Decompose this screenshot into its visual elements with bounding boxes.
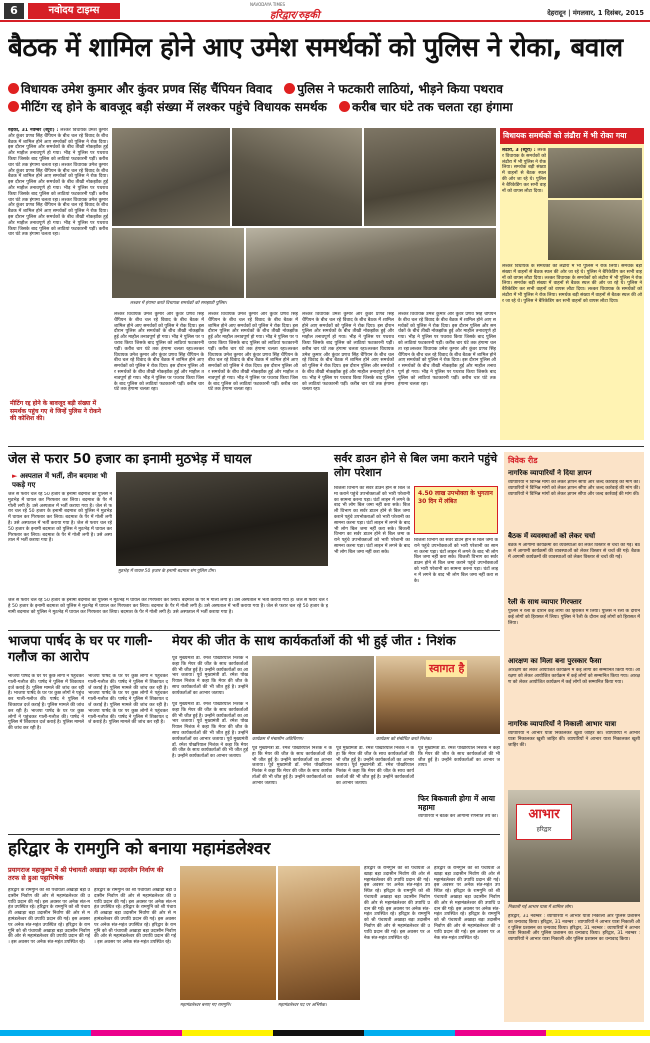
lead-photo-4	[112, 228, 244, 298]
lead-pullquote: मीटिंग रद्द होने के बावजूद बड़ी संख्या में समर्थक पहुंच गए थे जिन्हें पुलिस ने रोकने की कोशिश की।	[10, 400, 101, 422]
story5-headline: मेयर की जीत के साथ कार्यकर्ताओं की भी हुई जीत : निशंक	[172, 634, 456, 649]
lead-bullet-2: पुलिस ने फटकारी लाठियां, भीड़ने किया पथराव	[297, 82, 503, 96]
arrow-icon: ►	[12, 472, 18, 480]
story2-body-col1: जेल से फरार चल रहे 50 हजार के इनामी बदमाश को पुलिस ने मुठभेड़ में घायल कर गिरफ्तार कर लिया। बदमाश के पैर में गोली लगी है। उसे अस्पताल में भर्ती कराया गया है। जेल से फरार चल रहे 50 हजार के इनामी बदमाश को पुलिस ने मुठभेड़ में घायल कर गिरफ्तार कर लिया। बदमाश के पैर में गोली लगी है। उसे अस्पताल में भर्ती कराया गया है। जेल से फरार चल रहे 50 हजार के इनामी बदमाश को पुलिस ने मुठभेड़ में घायल कर गिरफ्तार कर लिया। बदमाश के पैर में गोली लगी है। उसे अस्पताल में भर्ती कराया गया है।	[8, 492, 112, 544]
sidebar-photo-2	[548, 200, 642, 260]
story6-photo-2	[278, 866, 360, 1000]
brief-title-5: नागरिक व्यापारियों ने निकाली आभार यात्रा	[508, 720, 617, 728]
briefs-photo	[508, 790, 640, 902]
story5-body-col3: पूर्व मुख्यमंत्री डॉ. रमेश पोखरियाल निशंक ने कहा कि मेयर की जीत के साथ कार्यकर्ताओं की भी जीत हुई है। उन्होंने कार्यकर्ताओं का आभार जताया। पूर्व मुख्यमंत्री डॉ. रमेश पोखरियाल निशंक ने कहा कि मेयर की जीत के साथ कार्यकर्ताओं की भी जीत हुई है। उन्होंने कार्यकर्ताओं का आभार जताया।	[252, 746, 332, 786]
lead-body: लश्कर विधायक उमेश कुमार और कुंवर प्रणव सिंह चैंपियन के बीच चल रहे विवाद के बीच बैठक में शामिल होने आए समर्थकों को पुलिस ने रोक दिया। इस दौरान पुलिस और समर्थकों के बीच तीखी नोकझोंक हुई और माहौल तनावपूर्ण हो गया। भीड़ ने पुलिस पर पथराव किया जिसके बाद पुलिस को लाठियां फटकारनी पड़ीं। करीब चार घंटे तक हंगामा चलता रहा।	[8, 128, 108, 168]
lead-body-col1: रुड़की, 31 नवम्बर (ब्यूरो) : लश्कर विधायक उमेश कुमार और कुंवर प्रणव सिंह चैंपियन के बीच चल रहे विवाद के बीच बैठक में शामिल होने आए समर्थकों को पुलिस ने रोक दिया। इस दौरान पुलिस और समर्थकों के बीच तीखी नोकझोंक हुई और माहौल तनावपूर्ण हो गया। भीड़ ने पुलिस पर पथराव किया जिसके बाद पुलिस को लाठियां फटकारनी पड़ीं। करीब चार घंटे तक हंगामा चलता रहा। लश्कर विधायक उमेश कुमार और कुंवर प्रणव सिंह चैंपियन के बीच चल रहे विवाद के बीच बैठक में शामिल होने आए समर्थकों को पुलिस ने रोक दिया। इस दौरान पुलिस और समर्थकों के बीच तीखी नोकझोंक हुई और माहौल तनावपूर्ण हो गया। भीड़ ने पुलिस पर पथराव किया जिसके बाद पुलिस को लाठियां फटकारनी पड़ीं। करीब चार घंटे तक हंगामा चलता रहा। लश्कर विधायक उमेश कुमार और कुंवर प्रणव सिंह चैंपियन के बीच चल रहे विवाद के बीच बैठक में शामिल होने आए समर्थकों को पुलिस ने रोक दिया। इस दौरान पुलिस और समर्थकों के बीच तीखी नोकझोंक हुई और माहौल तनावपूर्ण हो गया। भीड़ ने पुलिस पर पथराव किया जिसके बाद पुलिस को लाठियां फटकारनी पड़ीं। करीब चार घंटे तक हंगामा चलता रहा।	[8, 128, 108, 238]
sidebar-story-text-a: लंढौरा, 3 (ब्यूरो) : लश्कर विधायक के समर्थकों को लंढौरा में भी पुलिस ने रोक लिया। समर्थक बड़ी संख्या में वाहनों से बैठक स्थल की ओर जा रहे थे। पुलिस ने बैरिकेडिंग कर सभी वाहनों को वापस लौटा दिया।	[502, 148, 546, 194]
briefs-body2: हरिद्वार, 31 नवम्बर : व्यापारियों ने आभार यात्रा निकाली और पुलिस प्रशासन का धन्यवाद किया। हरिद्वार, 31 नवम्बर : व्यापारियों ने आभार यात्रा निकाली और पुलिस प्रशासन का धन्यवाद किया। हरिद्वार, 31 नवम्बर : व्यापारियों ने आभार यात्रा निकाली और पुलिस प्रशासन का धन्यवाद किया। हरिद्वार, 31 नवम्बर : व्यापारियों ने आभार यात्रा निकाली और पुलिस प्रशासन का धन्यवाद किया।	[508, 914, 640, 943]
lead-byline: रुड़की, 31 नवम्बर (ब्यूरो) :	[8, 128, 59, 133]
lead-photo-5	[246, 228, 496, 298]
bullet-dot-icon	[8, 83, 19, 94]
story5-body-col2: पूर्व मुख्यमंत्री डॉ. रमेश पोखरियाल निशंक ने कहा कि मेयर की जीत के साथ कार्यकर्ताओं की भी जीत हुई है। उन्होंने कार्यकर्ताओं का आभार जताया। पूर्व मुख्यमंत्री डॉ. रमेश पोखरियाल निशंक ने कहा कि मेयर की जीत के साथ कार्यकर्ताओं की भी जीत हुई है। उन्होंने कार्यकर्ताओं का आभार जताया। पूर्व मुख्यमंत्री डॉ. रमेश पोखरियाल निशंक ने कहा कि मेयर की जीत के साथ कार्यकर्ताओं की भी जीत हुई है। उन्होंने कार्यकर्ताओं का आभार जताया।	[172, 702, 248, 760]
story2-body-col2: जेल से फरार चल रहे 50 हजार के इनामी बदमाश को पुलिस ने मुठभेड़ में घायल कर गिरफ्तार कर लिया। बदमाश के पैर में गोली लगी है। उसे अस्पताल में भर्ती कराया गया है। जेल से फरार चल रहे 50 हजार के इनामी बदमाश को पुलिस ने मुठभेड़ में घायल कर गिरफ्तार कर लिया। बदमाश के पैर में गोली लगी है। उसे अस्पताल में भर्ती कराया गया है। जेल से फरार चल रहे 50 हजार के इनामी बदमाश को पुलिस ने मुठभेड़ में घायल कर गिरफ्तार कर लिया। बदमाश के पैर में गोली लगी है। उसे अस्पताल में भर्ती कराया गया है।	[8, 598, 328, 615]
divider	[8, 630, 500, 631]
lead-bullet-1: विधायक उमेश कुमार और कुंवर प्रणव सिंह चैंपियन विवाद	[21, 82, 273, 96]
story5-photo-2-caption: कार्यक्रम को संबोधित करते निशंक।	[376, 737, 432, 742]
briefs-photo-caption: निकाली गई आभार यात्रा में शामिल लोग।	[508, 905, 573, 910]
lead-photo-caption: लश्कर में हंगामा करते विधायक समर्थकों को समझाती पुलिस।	[130, 301, 227, 306]
story5-body-col5: पूर्व मुख्यमंत्री डॉ. रमेश पोखरियाल निशंक ने कहा कि मेयर की जीत के साथ कार्यकर्ताओं की भी जीत हुई है। उन्होंने कार्यकर्ताओं का आभार जताया।	[418, 746, 500, 769]
story5-photo-1-caption: कार्यक्रम में मंचासीन अतिथिगण।	[252, 737, 304, 742]
brief-body-1: व्यापारियों ने विभिन्न मांगों को लेकर ज्ञापन सौंपा और जल्द कार्रवाई की मांग की। व्यापारियों ने विभिन्न मांगों को लेकर ज्ञापन सौंपा और जल्द कार्रवाई की मांग की। व्यापारियों ने विभिन्न मांगों को लेकर ज्ञापन सौंपा और जल्द कार्रवाई की मांग की।	[508, 480, 640, 497]
story4-body-col1: भाजपा पार्षद के घर पर कुछ लोगों ने पहुंचकर गाली-गलौज की। पार्षद ने पुलिस में शिकायत दर्ज कराई है। पुलिस मामले की जांच कर रही है। भाजपा पार्षद के घर पर कुछ लोगों ने पहुंचकर गाली-गलौज की। पार्षद ने पुलिस में शिकायत दर्ज कराई है। पुलिस मामले की जांच कर रही है। भाजपा पार्षद के घर पर कुछ लोगों ने पहुंचकर गाली-गलौज की। पार्षद ने पुलिस में शिकायत दर्ज कराई है। पुलिस मामले की जांच कर रही है।	[8, 674, 84, 732]
issue-date: देहरादून | मंगलवार, 1 दिसंबर, 2015	[547, 9, 644, 17]
story2-photo-caption: मुठभेड़ में घायल 50 हजार के इनामी बदमाश संग पुलिस टीम।	[118, 569, 216, 574]
story6-body-col2: हरिद्वार के रामगुनि को श्री पंचायती अखाड़ा बड़ा उदासीन निर्वाण की ओर से महामंडलेश्वर की उपाधि प्रदान की गई। इस अवसर पर अनेक संत-महंत उपस्थित रहे। हरिद्वार के रामगुनि को श्री पंचायती अखाड़ा बड़ा उदासीन निर्वाण की ओर से महामंडलेश्वर की उपाधि प्रदान की गई। इस अवसर पर अनेक संत-महंत उपस्थित रहे। हरिद्वार के रामगुनि को श्री पंचायती अखाड़ा बड़ा उदासीन निर्वाण की ओर से महामंडलेश्वर की उपाधि प्रदान की गई। इस अवसर पर अनेक संत-महंत उपस्थित रहे।	[94, 888, 176, 946]
brief-title-1: नागरिक व्यापारियों ने दिया ज्ञापन	[508, 469, 592, 477]
lead-photo-3	[364, 128, 496, 226]
story5-sub-headline: फिर बिकवाली होगा में आया महामा	[418, 794, 495, 812]
brief-body-3: पुलिस ने रैली के दौरान कई लोगों को हिरासत में लिया। पुलिस ने रैली के दौरान कई लोगों को हिरासत में लिया। पुलिस ने रैली के दौरान कई लोगों को हिरासत में लिया।	[508, 609, 640, 626]
brief-body-4: आरक्षण को लेकर आयोजित कार्यक्रम में कई लोगों को सम्मानित किया गया। आरक्षण को लेकर आयोजित कार्यक्रम में कई लोगों को सम्मानित किया गया। आरक्षण को लेकर आयोजित कार्यक्रम में कई लोगों को सम्मानित किया गया।	[508, 668, 640, 685]
abhar-banner: आभार हरिद्वार	[516, 804, 572, 840]
story6-body-col1: हरिद्वार के रामगुनि को श्री पंचायती अखाड़ा बड़ा उदासीन निर्वाण की ओर से महामंडलेश्वर की उपाधि प्रदान की गई। इस अवसर पर अनेक संत-महंत उपस्थित रहे। हरिद्वार के रामगुनि को श्री पंचायती अखाड़ा बड़ा उदासीन निर्वाण की ओर से महामंडलेश्वर की उपाधि प्रदान की गई। इस अवसर पर अनेक संत-महंत उपस्थित रहे। हरिद्वार के रामगुनि को श्री पंचायती अखाड़ा बड़ा उदासीन निर्वाण की ओर से महामंडलेश्वर की उपाधि प्रदान की गई। इस अवसर पर अनेक संत-महंत उपस्थित रहे।	[8, 888, 90, 946]
story2-kicker: ► अस्पताल में भर्ती, तीन बदमाश भी पकड़े गए	[12, 472, 108, 489]
divider	[8, 446, 644, 447]
lead-body-col5: लश्कर विधायक उमेश कुमार और कुंवर प्रणव सिंह चैंपियन के बीच चल रहे विवाद के बीच बैठक में शामिल होने आए समर्थकों को पुलिस ने रोक दिया। इस दौरान पुलिस और समर्थकों के बीच तीखी नोकझोंक हुई और माहौल तनावपूर्ण हो गया। भीड़ ने पुलिस पर पथराव किया जिसके बाद पुलिस को लाठियां फटकारनी पड़ीं। करीब चार घंटे तक हंगामा चलता रहा।लश्कर विधायक उमेश कुमार और कुंवर प्रणव सिंह चैंपियन के बीच चल रहे विवाद के बीच बैठक में शामिल होने आए समर्थकों को पुलिस ने रोक दिया। इस दौरान पुलिस और समर्थकों के बीच तीखी नोकझोंक हुई और माहौल तनावपूर्ण हो गया। भीड़ ने पुलिस पर पथराव किया जिसके बाद पुलिस को लाठियां फटकारनी पड़ीं। करीब चार घंटे तक हंगामा चलता रहा।	[398, 312, 496, 387]
story5-body-col4: पूर्व मुख्यमंत्री डॉ. रमेश पोखरियाल निशंक ने कहा कि मेयर की जीत के साथ कार्यकर्ताओं की भी जीत हुई है। उन्होंने कार्यकर्ताओं का आभार जताया। पूर्व मुख्यमंत्री डॉ. रमेश पोखरियाल निशंक ने कहा कि मेयर की जीत के साथ कार्यकर्ताओं की भी जीत हुई है। उन्होंने कार्यकर्ताओं का आभार जताया।	[336, 746, 414, 786]
story3-body-col1: बिजली विभाग का सर्वर डाउन होने से बिल जमा कराने पहुंचे उपभोक्ताओं को भारी परेशानी का सामना करना पड़ा। घंटों लाइन में लगने के बाद भी लोग बिल जमा नहीं करा सके। बिजली विभाग का सर्वर डाउन होने से बिल जमा कराने पहुंचे उपभोक्ताओं को भारी परेशानी का सामना करना पड़ा। घंटों लाइन में लगने के बाद भी लोग बिल जमा नहीं करा सके। बिजली विभाग का सर्वर डाउन होने से बिल जमा कराने पहुंचे उपभोक्ताओं को भारी परेशानी का सामना करना पड़ा। घंटों लाइन में लगने के बाद भी लोग बिल जमा नहीं करा सके।	[334, 486, 410, 555]
lead-photo-1	[112, 128, 230, 226]
story6-body-col4: हरिद्वार के रामगुनि को श्री पंचायती अखाड़ा बड़ा उदासीन निर्वाण की ओर से महामंडलेश्वर की उपाधि प्रदान की गई। इस अवसर पर अनेक संत-महंत उपस्थित रहे। हरिद्वार के रामगुनि को श्री पंचायती अखाड़ा बड़ा उदासीन निर्वाण की ओर से महामंडलेश्वर की उपाधि प्रदान की गई। इस अवसर पर अनेक संत-महंत उपस्थित रहे। हरिद्वार के रामगुनि को श्री पंचायती अखाड़ा बड़ा उदासीन निर्वाण की ओर से महामंडलेश्वर की उपाधि प्रदान की गई। इस अवसर पर अनेक संत-महंत उपस्थित रहे।	[434, 866, 500, 941]
story4-body-col2: भाजपा पार्षद के घर पर कुछ लोगों ने पहुंचकर गाली-गलौज की। पार्षद ने पुलिस में शिकायत दर्ज कराई है। पुलिस मामले की जांच कर रही है। भाजपा पार्षद के घर पर कुछ लोगों ने पहुंचकर गाली-गलौज की। पार्षद ने पुलिस में शिकायत दर्ज कराई है। पुलिस मामले की जांच कर रही है। भाजपा पार्षद के घर पर कुछ लोगों ने पहुंचकर गाली-गलौज की। पार्षद ने पुलिस में शिकायत दर्ज कराई है। पुलिस मामले की जांच कर रही है।	[88, 674, 168, 726]
story6-photo-1	[180, 866, 276, 1000]
brief-body-5: व्यापारियों ने आभार यात्रा निकालकर खुशी जाहिर की। व्यापारियों ने आभार यात्रा निकालकर खुशी जाहिर की। व्यापारियों ने आभार यात्रा निकालकर खुशी जाहिर की।	[508, 731, 640, 748]
lead-headline: बैठक में शामिल होने आए उमेश समर्थकों को पुलिस ने रोका, बवाल	[8, 33, 623, 63]
footer-color-bar	[0, 1030, 650, 1036]
lead-bullets	[8, 80, 648, 116]
lead-bullet-4: करीब चार घंटे तक चलता रहा हंगामा	[352, 100, 513, 114]
masthead	[0, 0, 650, 22]
section-label: हरिद्वार/रुड़की	[270, 10, 320, 21]
story3-highlight: 4.50 लाख उपभोक्ता के भुगतान 30 दिन में लंबित	[414, 486, 498, 534]
story2-photo	[116, 472, 328, 566]
story6-photo-1-caption: महामंडलेश्वर बनाए गए रामगुनि।	[180, 1003, 232, 1008]
lead-body-col2: लश्कर विधायक उमेश कुमार और कुंवर प्रणव सिंह चैंपियन के बीच चल रहे विवाद के बीच बैठक में शामिल होने आए समर्थकों को पुलिस ने रोक दिया। इस दौरान पुलिस और समर्थकों के बीच तीखी नोकझोंक हुई और माहौल तनावपूर्ण हो गया। भीड़ ने पुलिस पर पथराव किया जिसके बाद पुलिस को लाठियां फटकारनी पड़ीं। करीब चार घंटे तक हंगामा चलता रहा।लश्कर विधायक उमेश कुमार और कुंवर प्रणव सिंह चैंपियन के बीच चल रहे विवाद के बीच बैठक में शामिल होने आए समर्थकों को पुलिस ने रोक दिया। इस दौरान पुलिस और समर्थकों के बीच तीखी नोकझोंक हुई और माहौल तनावपूर्ण हो गया। भीड़ ने पुलिस पर पथराव किया जिसके बाद पुलिस को लाठियां फटकारनी पड़ीं। करीब चार घंटे तक हंगामा चलता रहा।	[114, 312, 204, 393]
story4-headline: भाजपा पार्षद के घर पर गाली-गलौज का आरोप	[8, 634, 153, 665]
briefs-label: विवेक रीड	[508, 456, 538, 465]
story6-body-col3: हरिद्वार के रामगुनि को श्री पंचायती अखाड़ा बड़ा उदासीन निर्वाण की ओर से महामंडलेश्वर की उपाधि प्रदान की गई। इस अवसर पर अनेक संत-महंत उपस्थित रहे। हरिद्वार के रामगुनि को श्री पंचायती अखाड़ा बड़ा उदासीन निर्वाण की ओर से महामंडलेश्वर की उपाधि प्रदान की गई। इस अवसर पर अनेक संत-महंत उपस्थित रहे। हरिद्वार के रामगुनि को श्री पंचायती अखाड़ा बड़ा उदासीन निर्वाण की ओर से महामंडलेश्वर की उपाधि प्रदान की गई। इस अवसर पर अनेक संत-महंत उपस्थित रहे।	[364, 866, 430, 941]
page-number: 6	[4, 3, 24, 19]
welcome-banner: स्वागत है	[426, 660, 467, 677]
story2-headline: जेल से फरार 50 हजार का इनामी मुठभेड़ में घायल	[8, 452, 252, 467]
bullet-dot-icon	[8, 101, 19, 112]
story5-photo-1	[252, 656, 374, 734]
divider	[8, 834, 500, 835]
story5-sub-body: व्यापारियों ने बैठक कर आगामी रणनीति तय की।	[418, 814, 499, 819]
sidebar-photo-1	[548, 148, 642, 198]
story6-headline: हरिद्वार के रामगुनि को बनाया महामंडलेश्वर	[8, 839, 271, 859]
lead-bullet-3: मीटिंग रद्द होने के बावजूद बड़ी संख्या में लश्कर पहुंचे विधायक समर्थक	[21, 100, 327, 114]
brief-title-4: आरक्षण का मिला बना पुरस्कार फैसा	[508, 657, 602, 665]
story6-kicker: प्रयागराज महाकुम्भ में श्री पंचायती अखाड़ा बड़ा उदासीन निर्वाण की तरफ से हुआ पट्टाभिषेक	[8, 866, 164, 882]
story3-headline: सर्वर डाउन होने से बिल जमा कराने पहुंचे लोग परेशान	[334, 452, 498, 479]
story3-body-col2: बिजली विभाग का सर्वर डाउन होने से बिल जमा कराने पहुंचे उपभोक्ताओं को भारी परेशानी का सामना करना पड़ा। घंटों लाइन में लगने के बाद भी लोग बिल जमा नहीं करा सके। बिजली विभाग का सर्वर डाउन होने से बिल जमा कराने पहुंचे उपभोक्ताओं को भारी परेशानी का सामना करना पड़ा। घंटों लाइन में लगने के बाद भी लोग बिल जमा नहीं करा सके।	[414, 538, 498, 584]
lead-body-col3: लश्कर विधायक उमेश कुमार और कुंवर प्रणव सिंह चैंपियन के बीच चल रहे विवाद के बीच बैठक में शामिल होने आए समर्थकों को पुलिस ने रोक दिया। इस दौरान पुलिस और समर्थकों के बीच तीखी नोकझोंक हुई और माहौल तनावपूर्ण हो गया। भीड़ ने पुलिस पर पथराव किया जिसके बाद पुलिस को लाठियां फटकारनी पड़ीं। करीब चार घंटे तक हंगामा चलता रहा।लश्कर विधायक उमेश कुमार और कुंवर प्रणव सिंह चैंपियन के बीच चल रहे विवाद के बीच बैठक में शामिल होने आए समर्थकों को पुलिस ने रोक दिया। इस दौरान पुलिस और समर्थकों के बीच तीखी नोकझोंक हुई और माहौल तनावपूर्ण हो गया। भीड़ ने पुलिस पर पथराव किया जिसके बाद पुलिस को लाठियां फटकारनी पड़ीं। करीब चार घंटे तक हंगामा चलता रहा।	[208, 312, 298, 393]
sidebar-story-text-b: लश्कर विधायक के समर्थकों को लंढौरा में भी पुलिस ने रोक लिया। समर्थक बड़ी संख्या में वाहनों से बैठक स्थल की ओर जा रहे थे। पुलिस ने बैरिकेडिंग कर सभी वाहनों को वापस लौटा दिया। लश्कर विधायक के समर्थकों को लंढौरा में भी पुलिस ने रोक लिया। समर्थक बड़ी संख्या में वाहनों से बैठक स्थल की ओर जा रहे थे। पुलिस ने बैरिकेडिंग कर सभी वाहनों को वापस लौटा दिया। लश्कर विधायक के समर्थकों को लंढौरा में भी पुलिस ने रोक लिया। समर्थक बड़ी संख्या में वाहनों से बैठक स्थल की ओर जा रहे थे। पुलिस ने बैरिकेडिंग कर सभी वाहनों को वापस लौटा दिया।	[502, 264, 642, 304]
lead-photo-2	[232, 128, 362, 226]
story5-photo-2	[376, 656, 500, 734]
brief-title-2: बैठक में व्यवस्थाओं को लेकर चर्चा	[508, 532, 596, 540]
brand-sub: NAVODAYA TIMES	[250, 2, 286, 7]
lead-body-col4: लश्कर विधायक उमेश कुमार और कुंवर प्रणव सिंह चैंपियन के बीच चल रहे विवाद के बीच बैठक में शामिल होने आए समर्थकों को पुलिस ने रोक दिया। इस दौरान पुलिस और समर्थकों के बीच तीखी नोकझोंक हुई और माहौल तनावपूर्ण हो गया। भीड़ ने पुलिस पर पथराव किया जिसके बाद पुलिस को लाठियां फटकारनी पड़ीं। करीब चार घंटे तक हंगामा चलता रहा।लश्कर विधायक उमेश कुमार और कुंवर प्रणव सिंह चैंपियन के बीच चल रहे विवाद के बीच बैठक में शामिल होने आए समर्थकों को पुलिस ने रोक दिया। इस दौरान पुलिस और समर्थकों के बीच तीखी नोकझोंक हुई और माहौल तनावपूर्ण हो गया। भीड़ ने पुलिस पर पथराव किया जिसके बाद पुलिस को लाठियां फटकारनी पड़ीं। करीब चार घंटे तक हंगामा चलता रहा।	[302, 312, 394, 393]
bullet-dot-icon	[284, 83, 295, 94]
story6-photo-2-caption: महामंडलेश्वर पद पर अभिषेक।	[278, 1003, 327, 1008]
story5-body-col1: पूर्व मुख्यमंत्री डॉ. रमेश पोखरियाल निशंक ने कहा कि मेयर की जीत के साथ कार्यकर्ताओं की भी जीत हुई है। उन्होंने कार्यकर्ताओं का आभार जताया। पूर्व मुख्यमंत्री डॉ. रमेश पोखरियाल निशंक ने कहा कि मेयर की जीत के साथ कार्यकर्ताओं की भी जीत हुई है। उन्होंने कार्यकर्ताओं का आभार जताया।	[172, 656, 248, 696]
sidebar-story-headline: विधायक समर्थकों को लंढौरा में भी रोका गया	[500, 128, 644, 144]
brand-logo: नवोदय टाइम्स	[28, 3, 120, 19]
brief-body-2: बैठक में आगामी कार्यक्रमों की व्यवस्थाओं को लेकर विस्तार से चर्चा की गई। बैठक में आगामी कार्यक्रमों की व्यवस्थाओं को लेकर विस्तार से चर्चा की गई। बैठक में आगामी कार्यक्रमों की व्यवस्थाओं को लेकर विस्तार से चर्चा की गई।	[508, 543, 640, 560]
bullet-dot-icon	[339, 101, 350, 112]
brief-title-3: रैली के साथ व्यापार गिरफ्तार	[508, 598, 582, 606]
